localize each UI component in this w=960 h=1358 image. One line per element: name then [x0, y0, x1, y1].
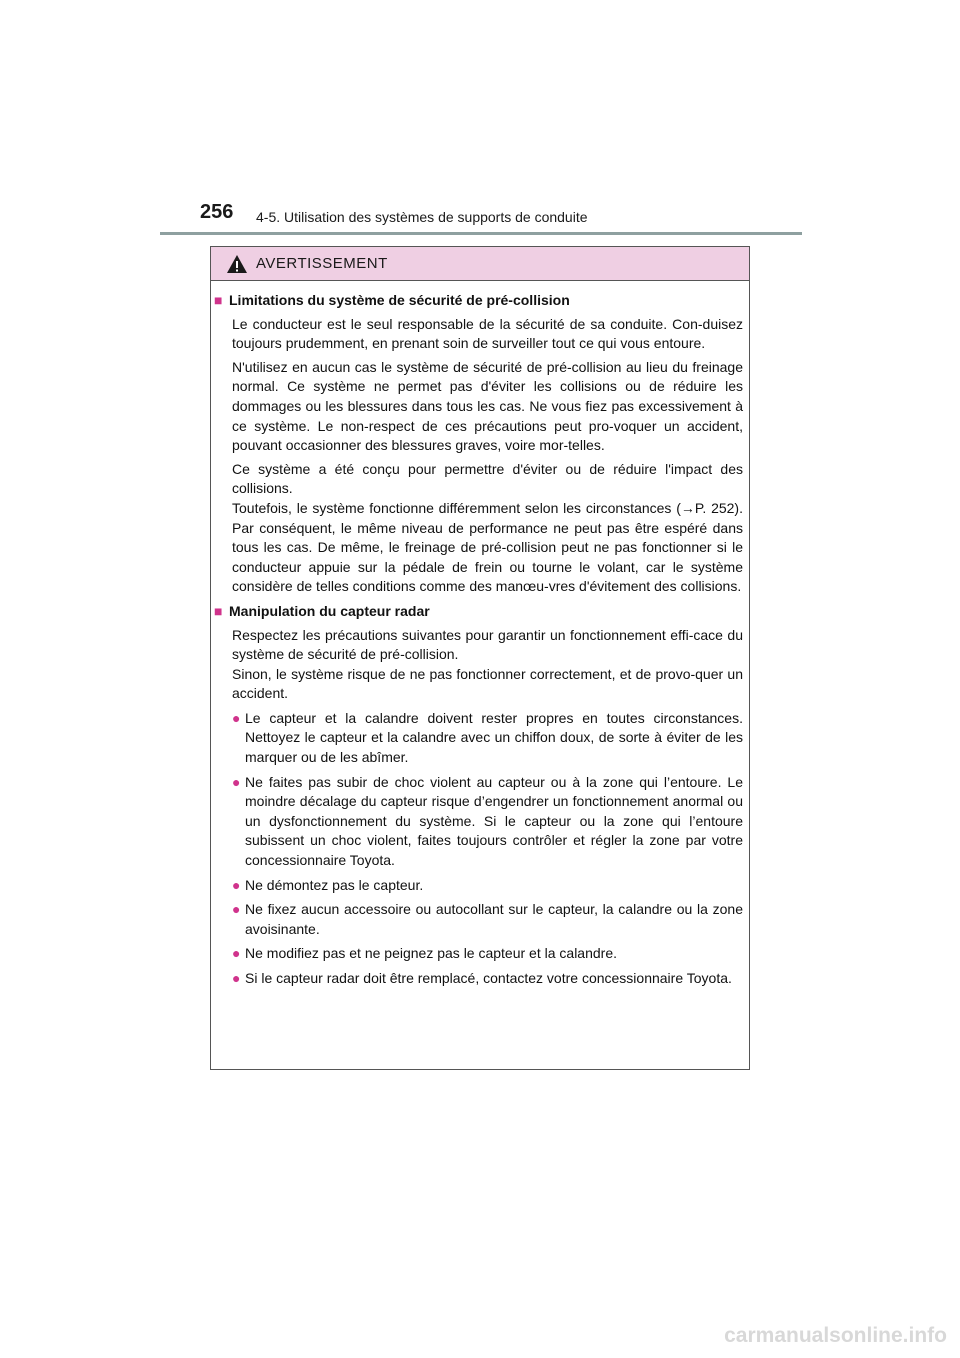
- list-item-text: Le capteur et la calandre doivent rester propres en toutes circonstances. Nettoyez le capteur et la calandre avec un chiffon doux, de sorte à éviter de les marquer ou de les abîmer.: [245, 709, 743, 766]
- paragraph: Respectez les précautions suivantes pour garantir un fonctionnement effi-cace du système de sécurité de pré-collision.: [232, 626, 743, 663]
- list-item: [214, 773, 743, 871]
- circle-bullet-icon: ●: [232, 901, 241, 918]
- section-heading-limitations: [214, 291, 743, 311]
- warning-title: AVERTISSEMENT: [256, 255, 388, 272]
- list-item: [214, 969, 743, 989]
- warning-box: [210, 246, 750, 1070]
- paragraph: N'utilisez en aucun cas le système de sécurité de pré-collision au lieu du freinage normal. Ce système ne permet pas d'éviter les collisions ou de réduire les dommages ou les blessures dans tous les cas. Ne vous fiez pas excessivement à ce système. Le non-respect de ces précautions peut pro-voquer un accident, pouvant occasionner des blessures graves, voire mor-telles.: [232, 358, 743, 454]
- section-heading-radar: [214, 602, 743, 622]
- paragraph: Toutefois, le système fonctionne différemment selon les circonstances (→P. 252). Par conséquent, le même niveau de performance ne peut pas être espéré dans tous les cas. De même, le freinage de pré-collision peut ne pas fonctionner si le conducteur appuie sur la pédale de frein ou tourne le volant, car le système considère de telles conditions comme des manœu-vres d'évitement des collisions.: [232, 499, 743, 595]
- circle-bullet-icon: ●: [232, 970, 241, 986]
- list-item: [214, 900, 743, 939]
- circle-bullet-icon: ●: [232, 709, 241, 726]
- list-item-text: Ne démontez pas le capteur.: [245, 876, 424, 893]
- header-rule: [160, 232, 802, 235]
- warning-triangle-icon: [226, 254, 248, 274]
- circle-bullet-icon: ●: [232, 945, 241, 962]
- list-item-text: Ne modifiez pas et ne peignez pas le capteur et la calandre.: [245, 945, 618, 962]
- list-item-text: Ne fixez aucun accessoire ou autocollant sur le capteur, la calandre ou la zone avoisinante.: [245, 901, 743, 937]
- watermark: carmanualsonline.info: [724, 1324, 947, 1347]
- section-title: 4-5. Utilisation des systèmes de supports de conduite: [256, 209, 588, 225]
- list-item: [214, 709, 743, 768]
- heading-text: Limitations du système de sécurité de pré-collision: [229, 292, 570, 308]
- square-bullet-icon: ■: [214, 602, 223, 619]
- list-item: [214, 944, 743, 964]
- page-number: 256: [200, 201, 234, 223]
- warning-header: [211, 247, 749, 281]
- heading-text: Manipulation du capteur radar: [229, 602, 430, 619]
- paragraph: Sinon, le système risque de ne pas fonctionner correctement, et de provo-quer un accident.: [232, 665, 743, 702]
- list-item-text: Si le capteur radar doit être remplacé, contactez votre concessionnaire Toyota.: [245, 970, 732, 986]
- paragraph: Le conducteur est le seul responsable de la sécurité de sa conduite. Con-duisez toujours prudemment, en prenant soin de surveiller tout ce qui vous entoure.: [232, 315, 743, 352]
- warning-body: [211, 281, 749, 989]
- paragraph: Ce système a été conçu pour permettre d'éviter ou de réduire l'impact des collisions.: [232, 460, 743, 497]
- circle-bullet-icon: ●: [232, 773, 241, 790]
- list-item: [214, 876, 743, 896]
- square-bullet-icon: ■: [214, 292, 223, 308]
- list-item-text: Ne faites pas subir de choc violent au capteur ou à la zone qui l’entoure. Le moindre décalage du capteur risque d’engendrer un fonctionnement anormal ou un dysfonctionnement du système. Si le capteur ou la zone qui l’entoure subissent un choc violent, faites toujours contrôler et régler la zone par votre concessionnaire Toyota.: [245, 773, 743, 869]
- circle-bullet-icon: ●: [232, 876, 241, 893]
